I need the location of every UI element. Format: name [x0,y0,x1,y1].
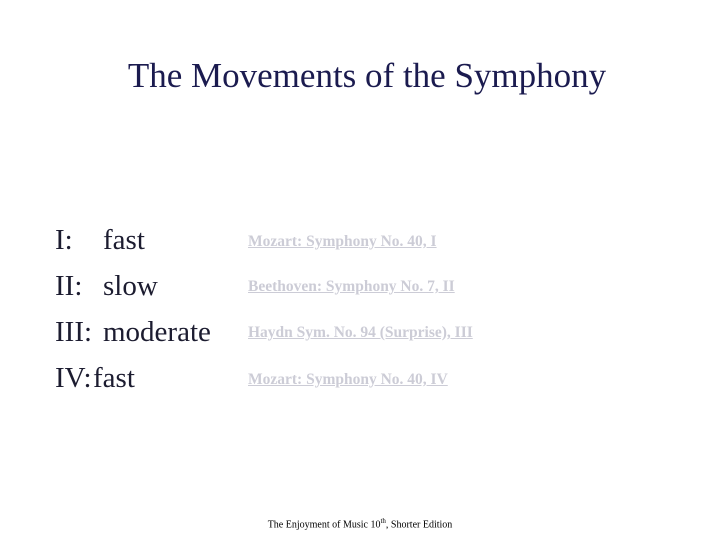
movement-numeral: III: [55,316,93,348]
movement-audio-link[interactable]: Haydn Sym. No. 94 (Surprise), III [248,324,473,341]
movement-tempo: moderate [103,316,211,348]
movement-audio-link[interactable]: Mozart: Symphony No. 40, I [248,233,437,250]
footer-superscript: th [380,517,386,525]
movement-numeral: IV: [55,362,92,394]
movement-audio-link[interactable]: Mozart: Symphony No. 40, IV [248,371,448,388]
movement-row [55,362,135,395]
movement-tempo: fast [103,224,145,256]
movement-audio-link[interactable]: Beethoven: Symphony No. 7, II [248,278,455,295]
footer-text-end: , Shorter Edition [385,519,453,531]
footer-citation [0,517,720,530]
footer-text: The Enjoyment of Music 10 [267,519,381,531]
movement-numeral: II: [55,270,83,302]
movement-row [55,270,158,303]
movement-row [55,224,145,257]
movement-tempo: slow [103,270,158,302]
slide-title: The Movements of the Symphony [127,56,607,95]
movement-row [55,316,211,349]
movement-numeral: I: [55,224,73,256]
movement-tempo: fast [93,362,135,394]
